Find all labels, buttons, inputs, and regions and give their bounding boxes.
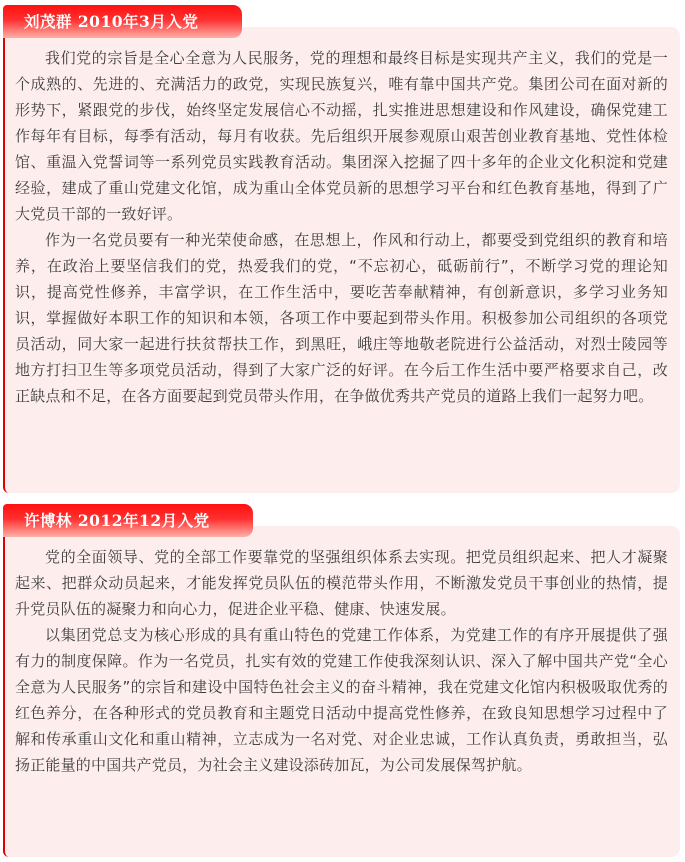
member-card-xu-bolin bbox=[3, 504, 680, 857]
statement-paragraph: 我们党的宗旨是全心全意为人民服务，党的理想和最终目标是实现共产主义，我们的党是一个成熟的、先进的、充满活力的政党，实现民族复兴，唯有靠中国共产党。集团公司在面对新的形势下，紧跟党的步伐，始终坚定发展信心不动摇，扎实推进思想建设和作风建设，确保党建工作每年有目标，每季有活动，每月有收获。先后组织开展参观原山艰苦创业教育基地、党性体检馆、重温入党誓词等一系列党员实践教育活动。集团深入挖掘了四十多年的企业文化积淀和党建经验，建成了重山党建文化馆，成为重山全体党员新的思想学习平台和红色教育基地，得到了广大党员干部的一致好评。 bbox=[15, 49, 668, 223]
statement-paragraph: 党的全面领导、党的全部工作要靠党的坚强组织体系去实现。把党员组织起来、把人才凝聚起来、把群众动员起来，才能发挥党员队伍的模范带头作用，不断激发党员干事创业的热情，提升党员队伍的凝聚力和向心力，促进企业平稳、健康、快速发展。 bbox=[15, 548, 668, 618]
member-header-tab: 刘茂群 2010年3月入党 bbox=[3, 5, 242, 38]
statement-paragraph: 以集团党总支为核心形成的具有重山特色的党建工作体系，为党建工作的有序开展提供了强有力的制度保障。作为一名党员，扎实有效的党建工作使我深刻认识、深入了解中国共产党“全心全意为人民服务”的宗旨和建设中国特色社会主义的奋斗精神，我在党建文化馆内积极吸取优秀的红色养分，在各种形式的党员教育和主题党日活动中提高党性修养，在致良知思想学习过程中了解和传承重山文化和重山精神，立志成为一名对党、对企业忠诚，工作认真负责，勇敢担当，弘扬正能量的中国共产党员，为社会主义建设添砖加瓦，为公司发展保驾护航。 bbox=[15, 626, 668, 774]
member-card-liu-maoqun bbox=[3, 5, 680, 493]
member-header-tab: 许博林 2012年12月入党 bbox=[3, 504, 253, 537]
member-statement-body bbox=[3, 27, 680, 493]
member-statement-body bbox=[3, 526, 680, 857]
statement-paragraph: 作为一名党员要有一种光荣使命感，在思想上，作风和行动上，都要受到党组织的教育和培养，在政治上要坚信我们的党，热爱我们的党，“不忘初心，砥砺前行”，不断学习党的理论知识，提高党性修养，丰富学识，在工作生活中，要吃苦奉献精神，有创新意识，多学习业务知识，掌握做好本职工作的知识和本领，各项工作中要起到带头作用。积极参加公司组织的各项党员活动，同大家一起进行扶贫帮扶工作，到黑旺，峨庄等地敬老院进行公益活动，对烈士陵园等地方打扫卫生等多项党员活动，得到了大家广泛的好评。在今后工作生活中要严格要求自己，改正缺点和不足，在各方面要起到党员带头作用，在争做优秀共产党员的道路上我们一起努力吧。 bbox=[15, 231, 668, 405]
